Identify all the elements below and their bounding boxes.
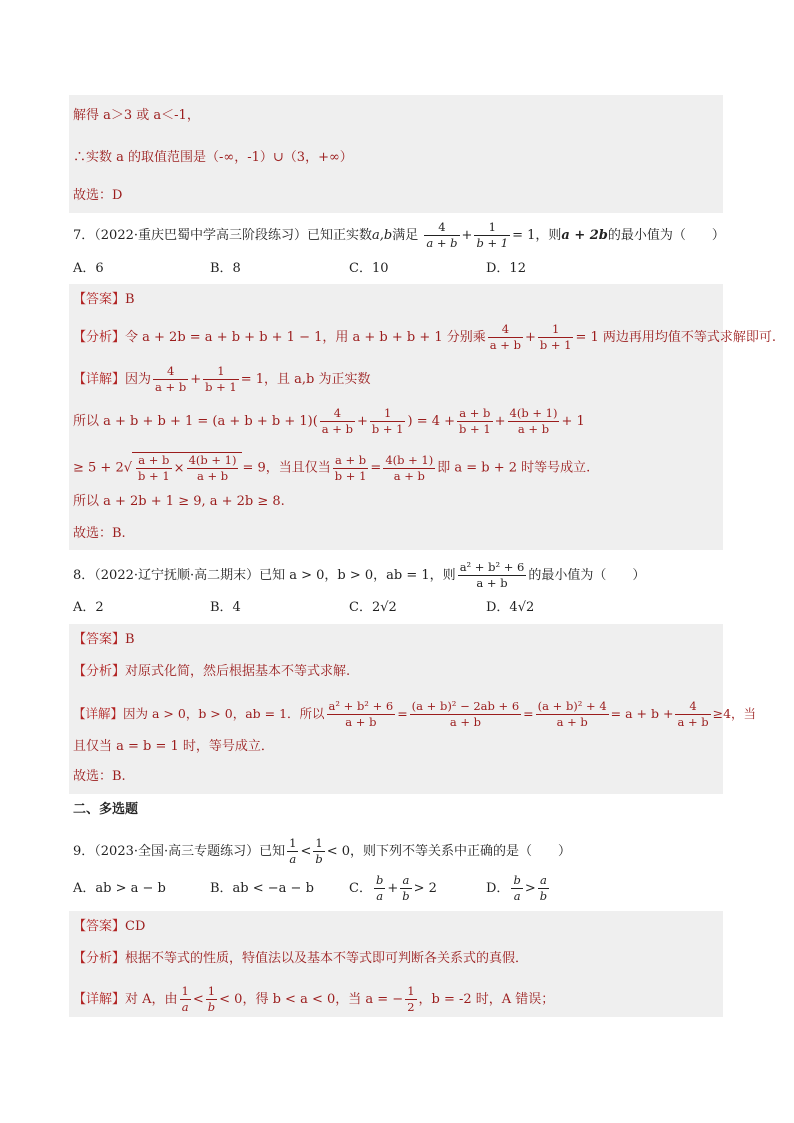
q7-detail-3: ≥ 5 + 2√ $\frac{a + b}{b + 1}$ × $\frac{4(b + 1)}{a + b}$ = 9，当且仅当 $\frac{a + b}{b + 1}$ = $\frac{4(b + 1)}{a + b}$ 即 a = b + 2 时等号成立. xyxy=(73,452,591,483)
section-heading: 二、多选题 xyxy=(73,802,139,817)
q9-fraction-1a: $\frac{1}{a}$ xyxy=(289,836,297,866)
q8-answer: 【答案】B xyxy=(73,632,135,647)
q8-detail-1: 【详解】因为 a > 0，b > 0，ab = 1．所以 $\frac{\text{a² + b² + 6}}{a + b}$ = $\frac{\text{(a + b)² − 2ab + 6}}{a + b}$ = $\frac{\text{(a + b)² + 4}}{a + b}$ = a + b + $\frac{4}{a + b}$ ≥4，当 xyxy=(73,699,757,729)
q8-fraction: $\frac{\text{a² + b² + 6}}{a + b}$ xyxy=(459,560,525,590)
q7-stem-mid: 满足 xyxy=(392,228,419,243)
q7-detail-1: 【详解】因为 $\frac{4}{a + b}$ + $\frac{1}{b + 1}$ = 1，且 a,b 为正实数 xyxy=(73,364,371,394)
q9-option-d: D． $\frac{b}{a}$ > $\frac{a}{b}$ xyxy=(486,873,548,903)
q7-detail-2: 所以 a + b + b + 1 = (a + b + b + 1)( $\frac{4}{a + b}$ + $\frac{1}{b + 1}$ ) = 4 + $\frac{a + b}{b + 1}$ + $\frac{4(b + 1)}{a + b}$ + 1 xyxy=(73,406,585,436)
q8-analysis: 【分析】对原式化简，然后根据基本不等式求解. xyxy=(73,664,351,679)
q9-detail-1: 【详解】对 A，由 $\frac{1}{a}$ < $\frac{1}{b}$ < 0，得 b < a < 0，当 a = − $\frac{1}{2}$ ，b = -2 时，A 错误； xyxy=(73,984,555,1014)
q9-analysis: 【分析】根据不等式的性质，特值法以及基本不等式即可判断各关系式的真假． xyxy=(73,951,529,966)
q9-option-a: A．ab > a − b xyxy=(73,881,166,896)
q6-line1: 解得 a＞3 或 a＜-1， xyxy=(73,108,200,123)
q7-option-d: D．12 xyxy=(486,261,526,276)
q7-choose: 故选：B. xyxy=(73,526,126,541)
q6-choose: 故选：D xyxy=(73,188,123,203)
q8-option-d: D．4√2 xyxy=(486,600,535,615)
q7-option-a: A．6 xyxy=(73,261,104,276)
q7-option-b: B．8 xyxy=(210,261,241,276)
q9-fraction-1b: $\frac{1}{b}$ xyxy=(315,836,323,866)
q6-line2: ∴实数 a 的取值范围是（-∞，-1）∪（3，+∞） xyxy=(73,150,353,165)
q7-stem-suffix: 的最小值为（ ） xyxy=(607,228,725,243)
q9-option-c: C． $\frac{b}{a}$ + $\frac{a}{b}$ > 2 xyxy=(349,873,437,903)
q8-option-b: B．4 xyxy=(210,600,241,615)
q9-option-b: B．ab < −a − b xyxy=(210,881,314,896)
q7-vars: a,b xyxy=(372,228,393,243)
q7-fraction-2: $\frac{1}{b + 1}$ xyxy=(476,220,509,250)
q8-stem: 8．（2022·辽宁抚顺·高二期末）已知 a > 0，b > 0，ab = 1，则 $\frac{\text{a² + b² + 6}}{a + b}$ 的最小值为（ ） xyxy=(73,560,646,590)
q7-stem-eq: = 1，则 xyxy=(512,228,562,243)
q7-fraction-1: $\frac{4}{a + b}$ xyxy=(426,220,458,250)
q7-target: a + 2b xyxy=(561,228,608,243)
q7-option-c: C．10 xyxy=(349,261,389,276)
q8-choose: 故选：B. xyxy=(73,769,126,784)
q7-answer: 【答案】B xyxy=(73,292,135,307)
q8-detail-2: 且仅当 a = b = 1 时，等号成立． xyxy=(73,739,274,754)
q8-option-c: C．2√2 xyxy=(349,600,397,615)
q9-answer: 【答案】CD xyxy=(73,919,146,934)
q9-stem: 9．（2023·全国·高三专题练习）已知 $\frac{1}{a}$ < $\frac{1}{b}$ < 0，则下列不等关系中正确的是（ ） xyxy=(73,836,572,866)
q7-analysis: 【分析】令 a + 2b = a + b + b + 1 − 1，用 a + b + b + 1 分别乘 $\frac{4}{a + b}$ + $\frac{1}{b + 1}$ = 1 两边再用均值不等式求解即可. xyxy=(73,322,777,352)
q8-option-a: A．2 xyxy=(73,600,104,615)
q7-stem-prefix: 7．（2022·重庆巴蜀中学高三阶段练习）已知正实数 xyxy=(73,228,372,243)
q7-stem: 7．（2022·重庆巴蜀中学高三阶段练习）已知正实数a,b满足 $\frac{4}{a + b}$ + $\frac{1}{b + 1}$ = 1，则a + 2b的最小值为（ ） xyxy=(73,220,725,250)
q7-detail-4: 所以 a + 2b + 1 ≥ 9, a + 2b ≥ 8. xyxy=(73,494,285,509)
